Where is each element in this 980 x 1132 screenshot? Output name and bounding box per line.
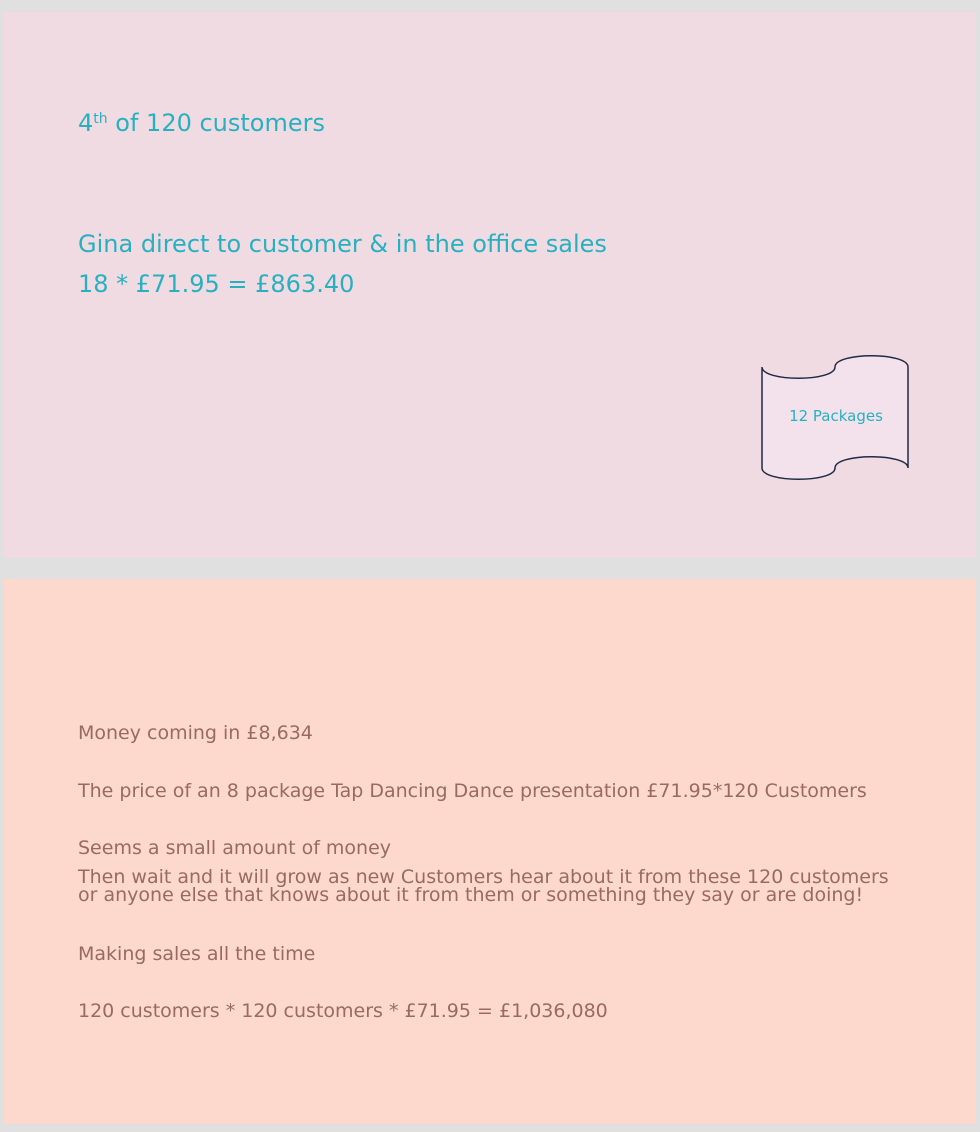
grow-text-line-2: or anyone else that knows about it from them or something they say or are doing!: [78, 884, 864, 906]
sales-calculation: 18 * £71.95 = £863.40: [78, 270, 355, 298]
tape-label: 12 Packages: [789, 407, 883, 425]
position-rest: of 120 customers: [107, 109, 326, 137]
grow-text-line-1: Then wait and it will grow as new Customers hear about it from these 120 customers: [78, 866, 889, 888]
slide-2: [4, 579, 976, 1124]
small-amount-text: Seems a small amount of money: [78, 837, 392, 859]
sales-all-time-text: Making sales all the time: [78, 943, 316, 965]
money-coming-in-text: Money coming in £8,634: [78, 722, 313, 744]
total-calculation-text: 120 customers * 120 customers * £71.95 = £1,036,080: [78, 1000, 608, 1022]
sales-title: Gina direct to customer & in the office sales: [78, 230, 607, 258]
position-suffix: th: [93, 111, 108, 127]
slide-1: [4, 12, 976, 558]
punched-tape-shape: [761, 351, 911, 485]
price-text: The price of an 8 package Tap Dancing Dance presentation £71.95*120 Customers: [78, 780, 867, 802]
customer-position-heading: [78, 108, 325, 138]
position-number: 4: [78, 109, 94, 137]
